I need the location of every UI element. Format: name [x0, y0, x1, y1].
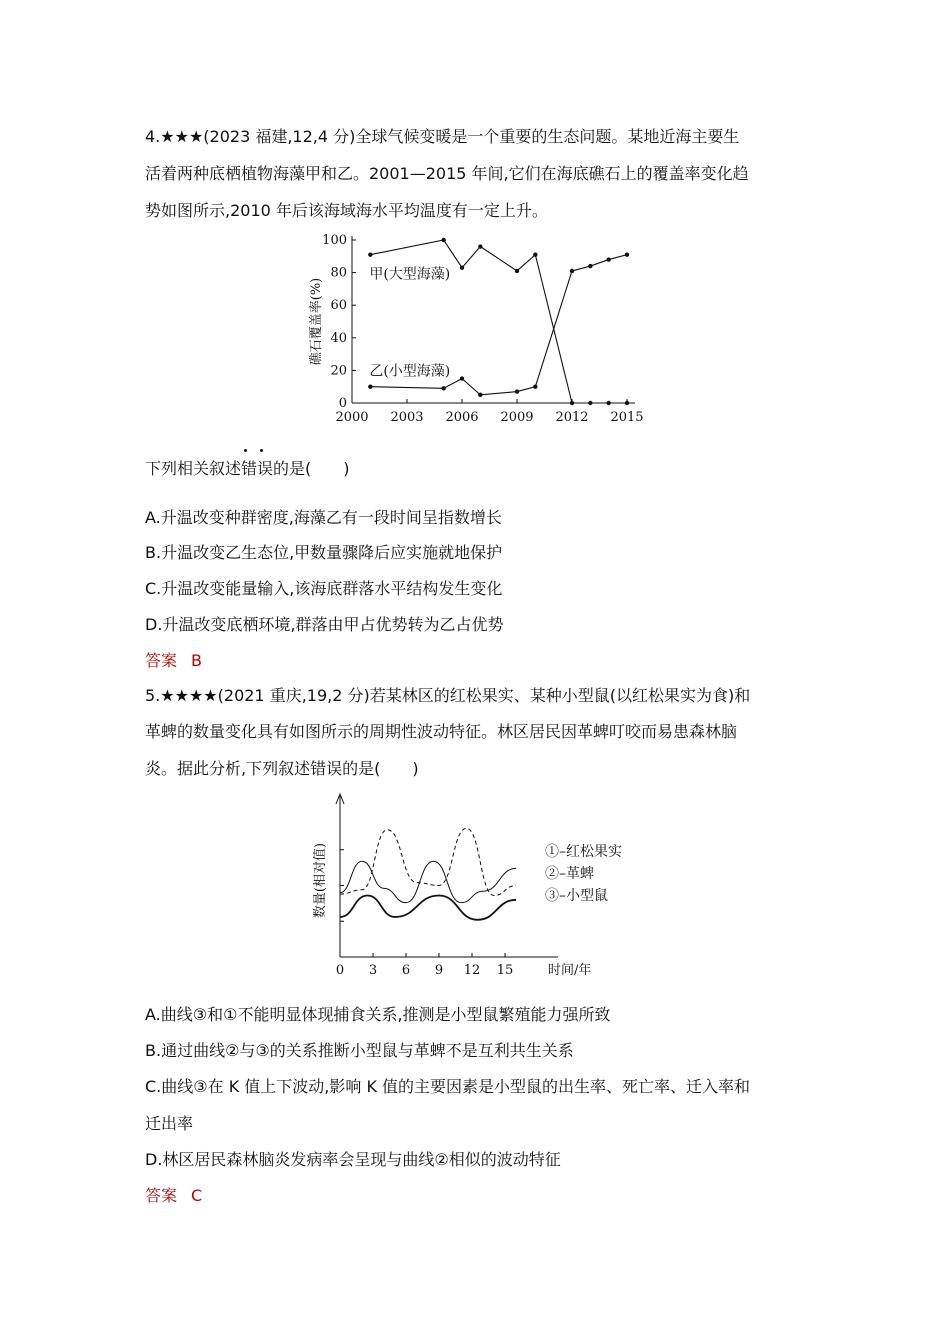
q5-option-c-cont: 迁出率: [145, 1114, 194, 1133]
q5-stem-line-2: 革蜱的数量变化具有如图所示的周期性波动特征。林区居民因革蜱叮咬而易患森林脑: [145, 722, 738, 741]
y-axis-label: 礁石覆盖率(%): [309, 277, 324, 366]
x-tick-label: 9: [434, 963, 444, 978]
data-point: [441, 386, 445, 390]
data-point: [625, 401, 629, 405]
y-tick-label: 0: [338, 396, 347, 411]
data-point: [570, 401, 574, 405]
q5-answer: [145, 1185, 202, 1207]
data-point: [478, 393, 482, 397]
data-point: [570, 269, 574, 273]
x-tick-label: 2012: [555, 410, 589, 425]
data-point: [368, 252, 372, 256]
q4-answer-label: 答案: [145, 651, 178, 670]
q5-option-d: D.林区居民森林脑炎发病率会呈现与曲线②相似的波动特征: [145, 1150, 561, 1169]
q5-answer-label: 答案: [145, 1186, 178, 1205]
data-point: [606, 257, 610, 261]
x-tick-label: 2015: [610, 410, 644, 425]
q4-answer-value: B: [191, 651, 202, 670]
data-point: [533, 252, 537, 256]
data-point: [515, 269, 519, 273]
population-cycle-chart: [300, 784, 670, 984]
y-tick-label: 80: [330, 265, 347, 281]
series-label: 甲(大型海藻): [369, 266, 451, 283]
x-tick-label: 12: [463, 963, 481, 978]
x-tick-label: 2006: [445, 410, 479, 425]
q5-answer-value: C: [191, 1186, 203, 1205]
q4-answer: [145, 650, 202, 672]
x-tick-label: 2000: [335, 410, 369, 425]
x-axis-label: 时间/年: [548, 963, 592, 978]
data-point: [460, 266, 464, 270]
q5-option-a: A.曲线③和①不能明显体现捕食关系,推测是小型鼠繁殖能力强所致: [145, 1005, 611, 1024]
coral-coverage-chart: [300, 228, 660, 433]
data-point: [533, 385, 537, 389]
y-tick-label: 40: [330, 330, 347, 346]
data-point: [606, 401, 610, 405]
q4-option-b: B.升温改变乙生态位,甲数量骤降后应实施就地保护: [145, 543, 503, 562]
q4-question: [145, 458, 350, 480]
q4-stem-line-2: 活着两种底栖植物海藻甲和乙。2001—2015 年间,它们在海底礁石上的覆盖率变化趋: [145, 164, 749, 183]
q4-option-c: C.升温改变能量输入,该海底群落水平结构发生变化: [145, 579, 503, 598]
y-tick-label: 20: [330, 363, 347, 379]
q4-option-a: A.升温改变种群密度,海藻乙有一段时间呈指数增长: [145, 508, 502, 527]
data-point: [460, 376, 464, 380]
q4-stem-line-1: 4.★★★(2023 福建,12,4 分)全球气候变暖是一个重要的生态问题。某地近海主要生: [145, 127, 740, 146]
series-label: 乙(小型海藻): [369, 363, 451, 380]
x-tick-label: 2003: [390, 410, 424, 425]
q4-question-emphasis-text: 错误: [241, 459, 274, 478]
series-curve-3: [340, 896, 516, 920]
data-point: [588, 401, 592, 405]
y-tick-label: 100: [322, 233, 347, 248]
x-tick-label: 2009: [500, 410, 534, 425]
data-point: [368, 385, 372, 389]
data-point: [478, 244, 482, 248]
data-point: [441, 238, 445, 242]
series-curve-2: [340, 828, 516, 895]
x-tick-label: 3: [368, 963, 378, 978]
data-point: [588, 264, 592, 268]
q5-option-b: B.通过曲线②与③的关系推断小型鼠与革蜱不是互利共生关系: [145, 1041, 574, 1060]
series-label: ③–小型鼠: [545, 888, 608, 904]
q5-option-c: C.曲线③在 K 值上下波动,影响 K 值的主要因素是小型鼠的出生率、死亡率、迁入率和: [145, 1077, 751, 1096]
data-point: [515, 389, 519, 393]
x-tick-label: 15: [496, 963, 514, 978]
series-label: ①–红松果实: [545, 844, 622, 860]
q4-question-emphasis: [241, 459, 273, 478]
q5-stem-line-1: 5.★★★★(2021 重庆,19,2 分)若某林区的红松果实、某种小型鼠(以红松果实为食)和: [145, 686, 751, 705]
data-point: [625, 252, 629, 256]
q4-stem-line-3: 势如图所示,2010 年后该海域海水平均温度有一定上升。: [145, 201, 548, 220]
q4-question-pre: 下列相关叙述: [145, 459, 242, 478]
q4-option-d: D.升温改变底栖环境,群落由甲占优势转为乙占优势: [145, 615, 504, 634]
q4-question-post: 的是( ): [273, 459, 350, 478]
q5-stem-line-3: 炎。据此分析,下列叙述错误的是( ): [145, 759, 419, 778]
x-tick-label: 0: [335, 963, 345, 978]
y-tick-label: 60: [330, 298, 347, 314]
y-axis-label: 数量(相对值): [313, 842, 328, 919]
x-tick-label: 6: [401, 963, 411, 978]
series-label: ②–革蜱: [545, 866, 594, 882]
